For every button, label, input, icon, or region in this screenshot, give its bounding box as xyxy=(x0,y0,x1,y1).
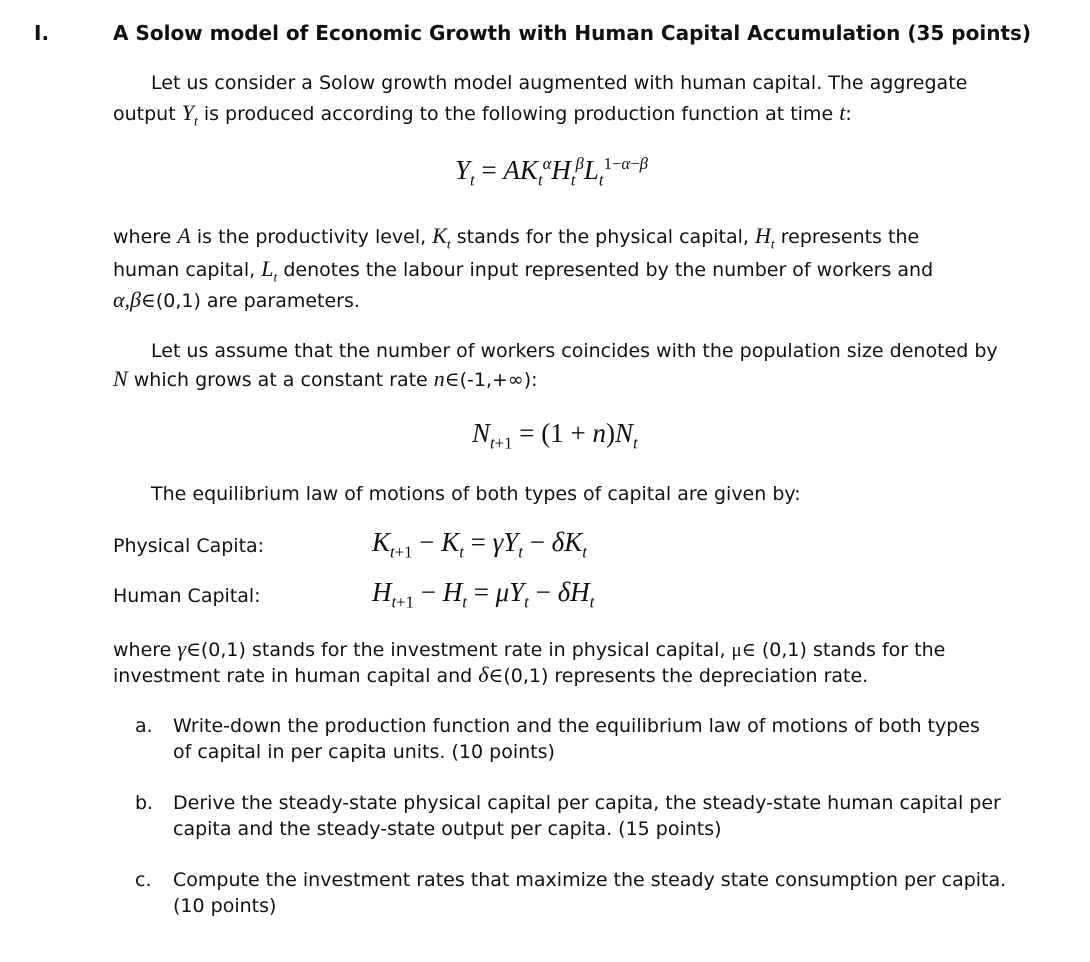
rates-line-2: investment rate in human capital and δ∈(0,1) represents the depreciation rate. xyxy=(113,662,869,687)
production-function-equation: $Y_t = AK_t^\alpha H_t^\beta L_t^{1-\alpha-\beta}$ xyxy=(455,154,648,190)
human-capital-label: Human Capital: xyxy=(113,585,261,607)
intro-line-1: Let us consider a Solow growth model augmented with human capital. The aggregate xyxy=(151,72,968,94)
human-capital-equation: $H_{t+1} - H_t = \mu Y_t - \delta H_t$ xyxy=(372,577,595,612)
intro-line-2: output $Y_t$ is produced according to the following production function at time t: xyxy=(113,100,852,129)
section-number: I. xyxy=(34,21,50,45)
question-b-letter: b. xyxy=(135,792,154,814)
gamma-symbol: γ xyxy=(177,636,187,661)
delta-symbol: δ xyxy=(478,662,489,687)
rates-line-1: where γ∈(0,1) stands for the investment rate in physical capital, μ∈ (0,1) stands for the xyxy=(113,636,946,661)
population-text: which grows at a constant rate xyxy=(133,369,428,391)
defs-physical-capital: stands for the physical capital, xyxy=(456,226,749,248)
defs-parameters: (0,1) are parameters. xyxy=(155,290,360,312)
population-line-1: Let us assume that the number of workers coincides with the population size denoted by xyxy=(151,340,998,362)
section-title: A Solow model of Economic Growth with Human Capital Accumulation (35 points) xyxy=(113,21,1032,45)
alpha-beta-symbols: α,β xyxy=(113,287,142,312)
question-b-line-1: Derive the steady-state physical capital per capita, the steady-state human capital per xyxy=(173,792,1001,814)
question-a-letter: a. xyxy=(135,715,153,737)
question-c-line-2: (10 points) xyxy=(173,895,277,917)
question-c-line-1: Compute the investment rates that maximize the steady state consumption per capita. xyxy=(173,869,1007,891)
rates-physical: (0,1) stands for the investment rate in physical capital, xyxy=(200,639,726,661)
rates-human: (0,1) stands for the xyxy=(761,639,946,661)
question-b-line-2: capita and the steady-state output per capita. (15 points) xyxy=(173,818,722,840)
physical-capital-symbol: $K_t$ xyxy=(432,223,451,252)
growth-rate-symbol: n xyxy=(433,366,445,391)
productivity-symbol: A xyxy=(177,223,191,248)
output-symbol: $Y_t$ xyxy=(181,100,198,129)
laws-intro: The equilibrium law of motions of both types of capital are given by: xyxy=(151,483,801,505)
defs-where: where xyxy=(113,226,172,248)
rates-where: where xyxy=(113,639,172,661)
defs-labour: denotes the labour input represented by the number of workers and xyxy=(283,259,934,281)
defs-represents: represents the xyxy=(780,226,920,248)
definitions-line-2 xyxy=(113,255,933,284)
mu-symbol: μ∈ xyxy=(731,640,756,661)
human-capital-symbol: $H_t$ xyxy=(755,223,775,252)
defs-productivity: is the productivity level, xyxy=(196,226,427,248)
population-symbol: N xyxy=(113,366,128,391)
time-symbol: t xyxy=(839,100,846,125)
intro-text-b: is produced according to the following production function at time xyxy=(203,103,834,125)
question-a-line-1: Write-down the production function and the equilibrium law of motions of both types xyxy=(173,715,980,737)
physical-capital-equation: $K_{t+1} - K_t = \gamma Y_t - \delta K_t$ xyxy=(372,527,587,562)
question-c-letter: c. xyxy=(135,869,152,891)
rates-human-text: investment rate in human capital and xyxy=(113,665,473,687)
defs-human-capital: human capital, xyxy=(113,259,256,281)
intro-text-a: output xyxy=(113,103,176,125)
definitions-line-3: α,β∈(0,1) are parameters. xyxy=(113,287,360,312)
rates-depreciation: (0,1) represents the depreciation rate. xyxy=(503,665,869,687)
definitions-line-1 xyxy=(113,222,919,251)
population-equation: $N_{t+1} = (1 + n)N_t$ xyxy=(472,418,638,453)
labour-symbol: $L_t$ xyxy=(261,256,278,285)
population-line-2: N which grows at a constant rate n∈(-1,+∞): xyxy=(113,366,538,391)
physical-capital-label: Physical Capita: xyxy=(113,535,265,557)
question-a-line-2: of capital in per capita units. (10 points) xyxy=(173,741,555,763)
population-range: (-1,+∞): xyxy=(459,369,538,391)
